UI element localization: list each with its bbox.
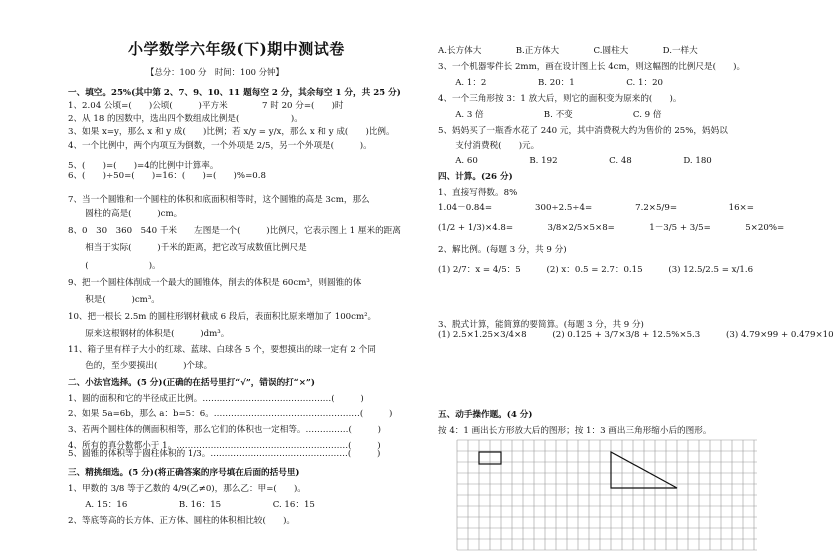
left-line-6: 6、( )÷50=( )=16：( )=( )%=0.8 — [68, 171, 266, 181]
right-line-16: 五、动手操作题。(4 分) — [438, 410, 533, 420]
left-line-9: 8、0 30 360 540 千米 左图是一个( )比例尺，它表示图上 1 厘米的距离 — [68, 226, 401, 236]
left-line-25: 1、甲数的 3/8 等于乙数的 4/9(乙≠0)，那么乙：甲=( )。 — [68, 484, 306, 494]
left-line-16: 11、箱子里有样子大小的红球、蓝球、白球各 5 个，要想摸出的球一定有 2 个同 — [68, 345, 376, 355]
left-line-10: 相当于实际( )千米的距离，把它改写成数值比例尺是 — [68, 243, 307, 253]
right-line-12: 2、解比例。(每题 3 分，共 9 分) — [438, 245, 567, 255]
left-line-12: 9、把一个圆柱体削成一个最大的圆锥体，削去的体积是 60cm³，则圆锥的体 — [68, 278, 362, 288]
right-line-9: 1、直接写得数。8% — [438, 188, 518, 198]
right-line-10: 1.04－0.84= 300÷2.5÷4= 7.2×5/9= 16×= — [438, 203, 754, 213]
left-line-17: 色的，至少要摸出( )个球。 — [68, 361, 213, 371]
right-line-6: 支付消费税( )元。 — [438, 141, 540, 151]
left-line-26: A. 15：16 B. 16：15 C. 16：15 — [68, 500, 315, 510]
right-line-2: A. 1：2 B. 20：1 C. 1：20 — [438, 78, 664, 88]
left-line-15: 原来这根钢材的体积是( )dm³。 — [68, 329, 230, 339]
right-line-7: A. 60 B. 192 C. 48 D. 180 — [438, 156, 712, 166]
right-line-14: 3、脱式计算，能简算的要简算。(每题 3 分，共 9 分) — [438, 320, 644, 330]
left-line-14: 10、把一根长 2.5m 的圆柱形钢材截成 6 段后，表面积比原来增加了 100cm²。 — [68, 312, 377, 322]
left-line-2: 2、从 18 的因数中，选出四个数组成比例是( )。 — [68, 114, 303, 124]
right-line-4: A. 3 倍 B. 不变 C. 9 倍 — [438, 110, 662, 120]
left-line-19: 1、圆的面积和它的半径成正比例。………………………………………( ) — [68, 394, 364, 404]
page-title: 小学数学六年级(下)期中测试卷 — [128, 40, 345, 58]
left-line-13: 积是( )cm³。 — [68, 295, 160, 305]
left-line-21: 3、若两个圆柱体的侧面积相等，那么它们的体积也一定相等。……………( ) — [68, 425, 381, 435]
right-line-5: 5、妈妈买了一瓶香水花了 240 元，其中消费税大约为售价的 25%，妈妈以 — [438, 126, 728, 136]
left-line-24: 三、精挑细选。(5 分)(将正确答案的序号填在后面的括号里) — [68, 468, 300, 478]
left-line-11: ( )。 — [68, 261, 161, 271]
left-line-0: 一、填空。25%(其中第 2、7、9、10、11 题每空 2 分，其余每空 1 分，共 25 分) — [68, 88, 401, 98]
left-line-18: 二、小法官选择。(5 分)(正确的在括号里打“√”，错误的打“×”) — [68, 378, 315, 388]
left-line-1: 1、2.04 公顷=( )公顷( )平方米 7 时 20 分=( )时 — [68, 101, 344, 111]
left-line-27: 2、等底等高的长方体、正方体、圆柱的体积相比较( )。 — [68, 516, 296, 526]
drawing-grid — [457, 440, 757, 550]
left-line-7: 7、当一个圆锥和一个圆柱的体积和底面积相等时，这个圆锥的高是 3cm，那么 — [68, 195, 370, 205]
right-line-8: 四、计算。(26 分) — [438, 172, 513, 182]
left-line-8: 圆柱的高是( )cm。 — [68, 209, 183, 219]
left-line-22: 4、所有的真分数都小于 1。……………………………………………………( ) — [68, 441, 381, 451]
right-line-0: A.长方体大 B.正方体大 C.圆柱大 D.一样大 — [438, 46, 698, 56]
right-line-17: 按 4：1 画出长方形放大后的图形；按 1：3 画出三角形缩小后的图形。 — [438, 426, 712, 436]
left-line-4: 4、一个比例中，两个内项互为倒数，一个外项是 2/5，另一个外项是( )。 — [68, 141, 372, 151]
left-line-20: 2、如果 5a=6b，那么 a：b=5：6。……………………………………………( ) — [68, 409, 393, 419]
right-line-15: (1) 2.5×1.25×3/4×8 (2) 0.125 + 3/7×3/8 + 12.5%×5.3 (3) 4.79×99 + 0.479×10 — [438, 330, 834, 340]
left-line-3: 3、如果 x=y，那么 x 和 y 成( )比例；若 x/y = y/x，那么 x 和 y 成( )比例。 — [68, 127, 395, 137]
right-line-1: 3、一个机器零件长 2mm，画在设计图上长 4cm，则这幅图的比例尺是( )。 — [438, 62, 746, 72]
page-subtitle: 【总分：100 分 时间：100 分钟】 — [146, 67, 284, 77]
right-line-3: 4、一个三角形按 3：1 放大后，则它的面积变为原来的( )。 — [438, 94, 682, 104]
right-line-11: (1/2 + 1/3)×4.8= 3/8×2/5×5×8= 1－3/5 + 3/5= 5×20%= — [438, 223, 785, 233]
left-line-5: 5、( )=( )=4的比例中计算率。 — [68, 161, 219, 171]
right-line-13: (1) 2/7：x = 4/5：5 (2) x：0.5 = 2.7：0.15 (3) 12.5/2.5 = x/1.6 — [438, 265, 754, 275]
left-line-23: 5、圆锥的体积等于圆柱体积的 1/3。…………………………………………( ) — [68, 449, 381, 459]
